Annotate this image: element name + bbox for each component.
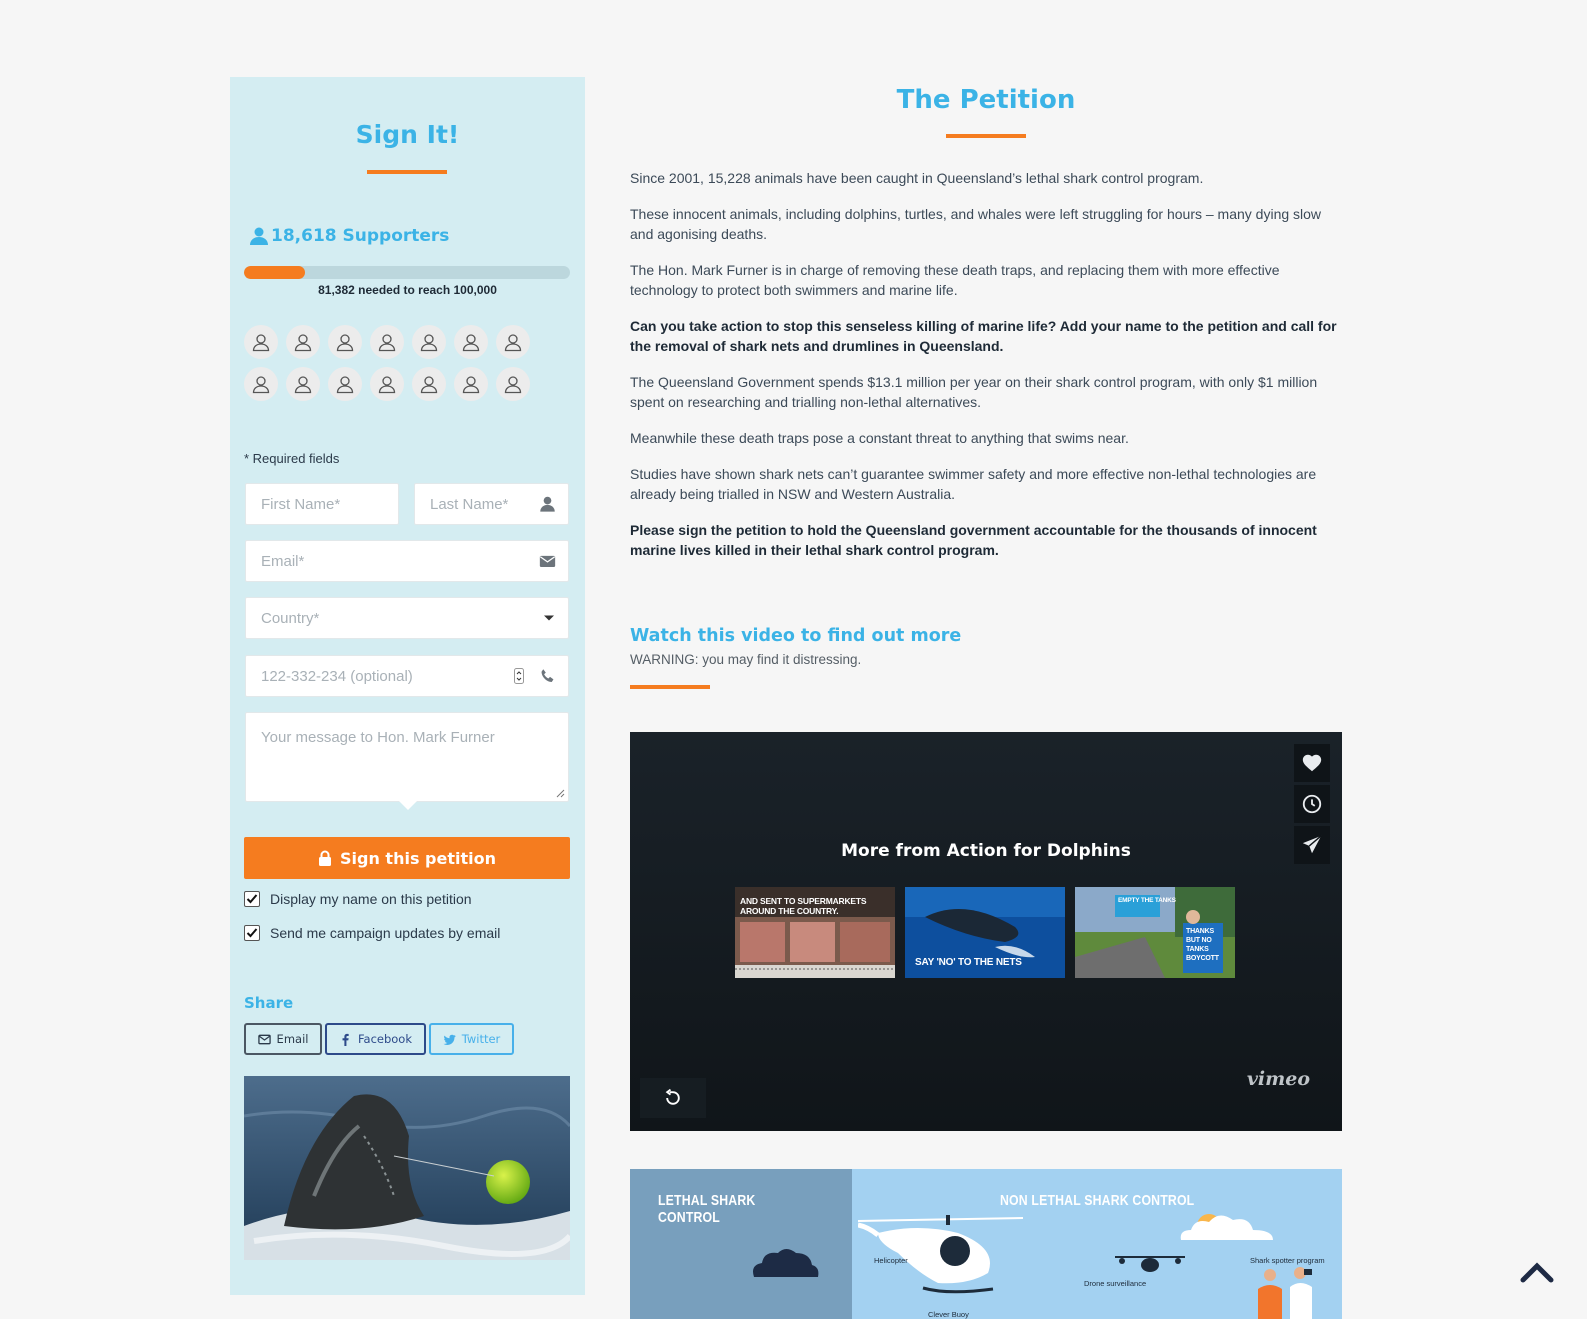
share-email-label: Email: [276, 1032, 309, 1046]
like-button[interactable]: [1294, 744, 1330, 782]
clever-buoy-label: Clever Buoy: [928, 1310, 969, 1319]
facebook-icon: [339, 1033, 352, 1046]
user-outline-icon: [335, 332, 355, 352]
video-player[interactable]: [630, 732, 1342, 1131]
sun-cloud-icon: [1177, 1204, 1277, 1244]
shark-spotter-label: Shark spotter program: [1250, 1256, 1325, 1265]
check-icon: [246, 893, 258, 905]
shark-control-infographic: [630, 1169, 1342, 1319]
country-placeholder: Country*: [261, 609, 320, 627]
related-videos: [735, 887, 1235, 978]
share-facebook-button[interactable]: [325, 1023, 426, 1055]
title-underline: [367, 170, 447, 174]
share-facebook-label: Facebook: [357, 1032, 413, 1046]
thumbnail-sign-text: THANKS BUT NO TANKS BOYCOTT: [1186, 928, 1219, 962]
signer-avatar: [328, 367, 362, 401]
user-icon: [539, 496, 556, 513]
share-twitter-label: Twitter: [461, 1032, 501, 1046]
drone-label: Drone surveillance: [1084, 1279, 1147, 1288]
sign-petition-label: Sign this petition: [340, 848, 496, 868]
watch-later-button[interactable]: [1294, 785, 1330, 823]
video-section-title: Watch this video to find out more: [630, 626, 962, 646]
display-name-checkbox-row[interactable]: [244, 891, 472, 907]
user-outline-icon: [461, 374, 481, 394]
signer-avatar: [370, 367, 404, 401]
lock-icon: [318, 850, 332, 866]
user-outline-icon: [335, 374, 355, 394]
supporters-text: 18,618 Supporters: [271, 226, 450, 246]
signer-avatar: [244, 325, 278, 359]
signer-avatar: [412, 367, 446, 401]
speech-pointer: [399, 801, 417, 810]
non-lethal-title: NON LETHAL SHARK CONTROL: [1000, 1192, 1195, 1209]
lethal-title: LETHAL SHARK CONTROL: [658, 1192, 756, 1226]
updates-checkbox[interactable]: [244, 925, 260, 941]
user-icon: [249, 226, 269, 246]
more-from-title: More from Action for Dolphins: [841, 841, 1131, 861]
thumbnail-caption: SAY 'NO' TO THE NETS: [915, 957, 1022, 968]
replay-icon: [663, 1088, 683, 1108]
related-video-thumbnail[interactable]: [905, 887, 1065, 978]
share-email-button[interactable]: [244, 1023, 322, 1055]
helicopter-label: Helicopter: [874, 1256, 908, 1265]
signer-avatar: [496, 367, 530, 401]
user-outline-icon: [503, 374, 523, 394]
petition-body: [630, 168, 1342, 576]
progress-bar: [244, 266, 570, 279]
signer-avatar: [496, 325, 530, 359]
user-outline-icon: [377, 332, 397, 352]
country-select[interactable]: [245, 597, 569, 639]
user-outline-icon: [293, 332, 313, 352]
phone-placeholder: 122-332-234 (optional): [261, 667, 413, 685]
check-icon: [246, 927, 258, 939]
first-name-field[interactable]: [245, 483, 399, 525]
last-name-field[interactable]: [414, 483, 569, 525]
petition-paragraph: The Hon. Mark Furner is in charge of removing these death traps, and replacing them with more effective technology to protect both swimmers and marine life.: [630, 262, 1280, 298]
lethal-panel: [630, 1169, 852, 1319]
chevron-down-icon: [544, 616, 554, 621]
required-note: * Required fields: [244, 451, 340, 466]
share-twitter-button[interactable]: [429, 1023, 514, 1055]
petition-paragraph: Meanwhile these death traps pose a constant threat to anything that swims near.: [630, 430, 1129, 446]
petition-paragraph: The Queensland Government spends $13.1 million per year on their shark control program, with only $1 million spent on researching and trialling non-lethal alternatives.: [630, 374, 1318, 410]
message-textarea[interactable]: [245, 712, 569, 802]
signer-avatar: [454, 367, 488, 401]
user-outline-icon: [503, 332, 523, 352]
display-name-checkbox[interactable]: [244, 891, 260, 907]
user-outline-icon: [377, 374, 397, 394]
updates-checkbox-row[interactable]: [244, 925, 500, 941]
user-outline-icon: [251, 374, 271, 394]
helicopter-icon: [858, 1213, 1028, 1295]
signer-avatar: [286, 367, 320, 401]
video-title-underline: [630, 685, 710, 689]
petition-paragraph: These innocent animals, including dolphins, turtles, and whales were left struggling for hours – many dying slow and agonising deaths.: [630, 206, 1322, 242]
resize-handle-icon[interactable]: [556, 789, 565, 798]
user-outline-icon: [419, 332, 439, 352]
signer-avatar: [412, 325, 446, 359]
phone-icon: [539, 668, 556, 685]
user-outline-icon: [461, 332, 481, 352]
envelope-icon: [258, 1033, 271, 1046]
related-video-thumbnail[interactable]: [735, 887, 895, 978]
petition-title-underline: [946, 134, 1026, 138]
spotters-icon: [1252, 1265, 1322, 1319]
thumbnail-caption: AND SENT TO SUPERMARKETS AROUND THE COUNTRY.: [740, 896, 867, 916]
sign-petition-button[interactable]: [244, 837, 570, 879]
vimeo-logo[interactable]: vimeo: [1246, 1068, 1310, 1090]
related-video-thumbnail[interactable]: [1075, 887, 1235, 978]
signer-avatar: [244, 367, 278, 401]
scroll-to-top-chevron-up-icon[interactable]: [1520, 1259, 1554, 1283]
petition-paragraph: Since 2001, 15,228 animals have been caught in Queensland’s lethal shark control program.: [630, 170, 1204, 186]
first-name-placeholder: First Name*: [261, 495, 341, 513]
user-outline-icon: [419, 374, 439, 394]
whale-photo: [244, 1076, 570, 1260]
signer-avatar: [328, 325, 362, 359]
share-title: Share: [244, 994, 294, 1012]
number-spinner-icon[interactable]: [514, 668, 524, 684]
video-warning: WARNING: you may find it distressing.: [630, 652, 862, 667]
needed-text: 81,382 needed to reach 100,000: [318, 283, 497, 297]
signer-avatar: [454, 325, 488, 359]
envelope-icon: [539, 553, 556, 570]
heart-icon: [1301, 752, 1323, 774]
clock-icon: [1301, 793, 1323, 815]
drone-icon: [1110, 1249, 1190, 1279]
twitter-icon: [443, 1033, 456, 1046]
phone-field[interactable]: [245, 655, 569, 697]
display-name-label: Display my name on this petition: [270, 891, 472, 907]
user-outline-icon: [251, 332, 271, 352]
sign-panel: [230, 77, 585, 1295]
petition-paragraph: Studies have shown shark nets can’t guarantee swimmer safety and more effective non-lethal technologies are already being trialled in NSW and Western Australia.: [630, 466, 1317, 502]
email-placeholder: Email*: [261, 552, 305, 570]
user-outline-icon: [293, 374, 313, 394]
recent-signers: [244, 325, 544, 401]
supporters-count: [249, 226, 449, 246]
email-field[interactable]: [245, 540, 569, 582]
storm-cloud-icon: [750, 1245, 820, 1279]
petition-title: The Petition: [896, 85, 1076, 115]
petition-paragraph: Can you take action to stop this senseless killing of marine life? Add your name to the petition and call for the removal of shark nets and drumlines in Queensland.: [630, 318, 1337, 354]
progress-fill: [244, 266, 305, 279]
signer-avatar: [286, 325, 320, 359]
updates-label: Send me campaign updates by email: [270, 925, 501, 941]
non-lethal-panel: [852, 1169, 1342, 1319]
petition-paragraph: Please sign the petition to hold the Queensland government accountable for the thousands of innocent marine lives killed in their lethal shark control program.: [630, 522, 1317, 558]
thumbnail-caption: EMPTY THE TANKS: [1118, 897, 1176, 904]
signer-avatar: [370, 325, 404, 359]
sign-title: Sign It!: [355, 120, 460, 149]
message-placeholder: Your message to Hon. Mark Furner: [261, 729, 495, 746]
replay-button[interactable]: [640, 1078, 706, 1118]
last-name-placeholder: Last Name*: [430, 495, 509, 513]
